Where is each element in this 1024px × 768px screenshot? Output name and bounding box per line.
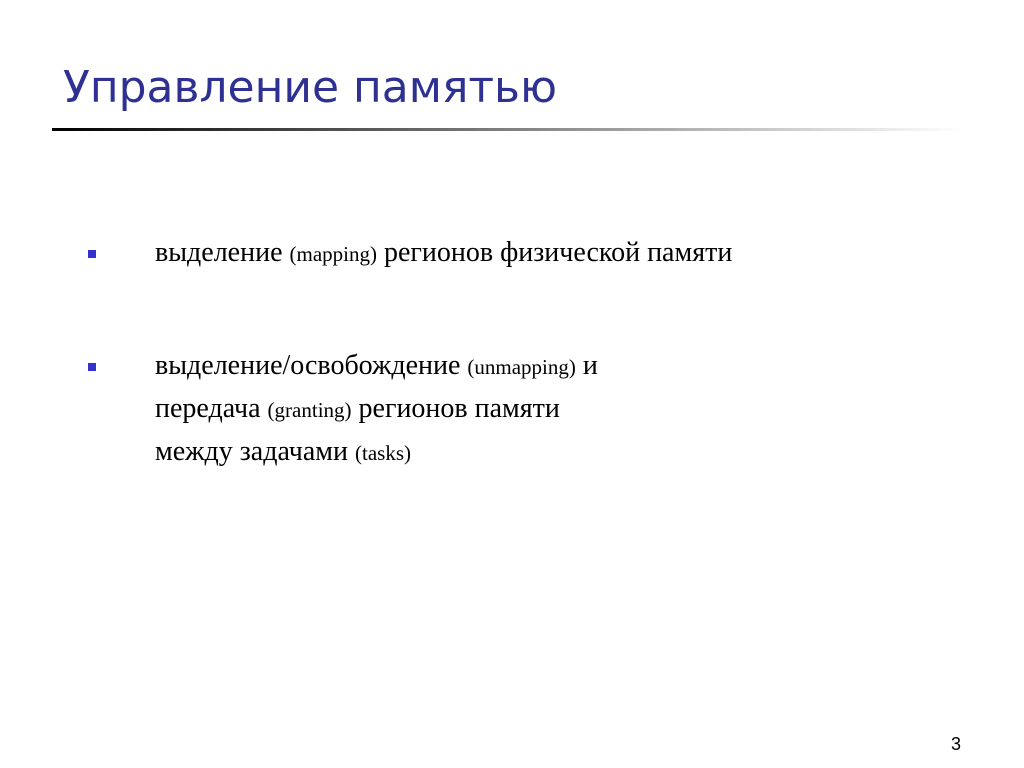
bullet-text-run: выделение bbox=[155, 237, 290, 268]
title-underline bbox=[52, 128, 962, 131]
bullet-text-run: между задачами bbox=[155, 436, 355, 467]
bullet-term-english: (mapping) bbox=[289, 242, 377, 266]
bullet-text-run: выделение/освобождение bbox=[155, 350, 468, 381]
bullet-term-english: (granting) bbox=[267, 398, 352, 422]
slide-title: Управление памятью bbox=[63, 62, 558, 113]
bullet-text-run: и bbox=[575, 350, 598, 381]
bullet-line bbox=[155, 345, 955, 388]
bullet-text-run: регионов памяти bbox=[351, 393, 560, 424]
bullet-text bbox=[155, 232, 955, 275]
bullet-term-english: (tasks) bbox=[355, 441, 411, 465]
bullet-text-run: передача bbox=[155, 393, 268, 424]
bullet-line bbox=[155, 388, 955, 431]
bullet-line bbox=[155, 431, 955, 474]
bullet-text-run: регионов физической памяти bbox=[377, 237, 733, 268]
page-number: 3 bbox=[951, 734, 962, 754]
bullet-line bbox=[155, 232, 955, 275]
square-bullet-icon bbox=[88, 250, 96, 258]
bullet-term-english: (unmapping) bbox=[467, 355, 576, 379]
square-bullet-icon bbox=[88, 363, 96, 371]
bullet-text bbox=[155, 345, 955, 474]
